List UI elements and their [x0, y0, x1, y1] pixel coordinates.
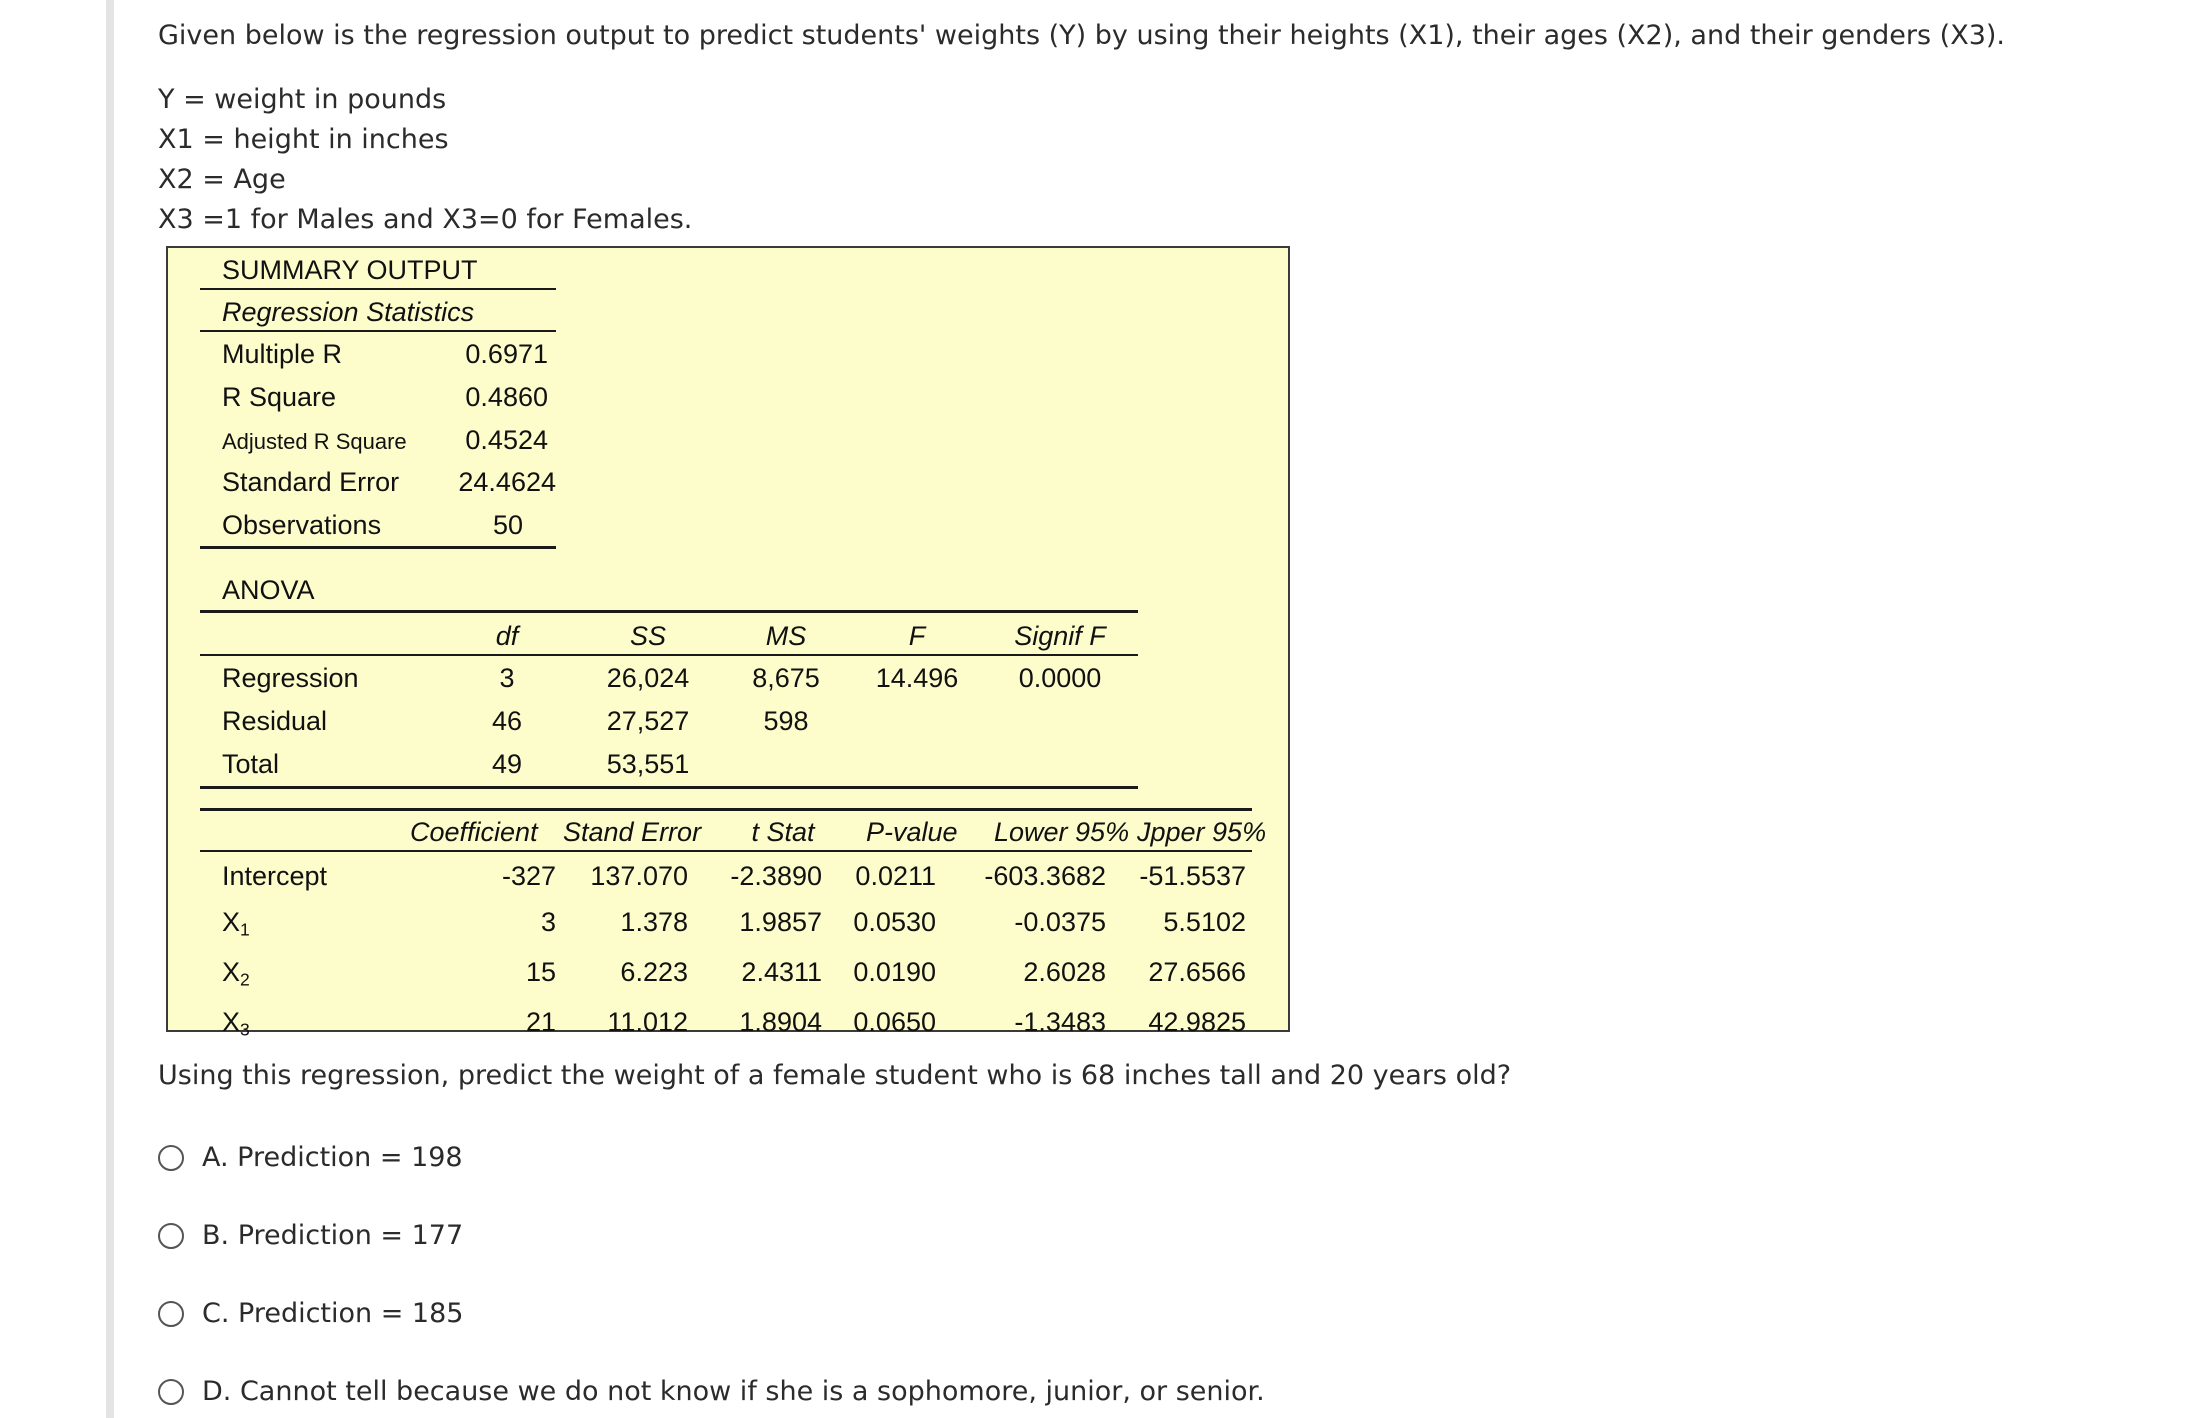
option-label: D. Cannot tell because we do not know if she is a sophomore, junior, or senior.	[202, 1376, 1265, 1407]
coef-row-label	[222, 906, 250, 945]
rule	[200, 786, 1138, 789]
coef-cell: 2.4311	[741, 957, 822, 987]
rule	[200, 654, 1138, 656]
option-c[interactable]	[158, 1298, 463, 1329]
anova-cell: 598	[763, 706, 809, 736]
radio-button[interactable]	[158, 1145, 184, 1171]
coef-header-lower-95: Lower 95%	[994, 817, 1130, 847]
stat-value: 0.6971	[465, 339, 548, 369]
coef-cell: 1.378	[620, 907, 688, 937]
anova-header-df: df	[495, 621, 519, 651]
coef-header-t-stat: t Stat	[751, 817, 815, 847]
anova-header-f: F	[908, 621, 926, 651]
coef-row-variable: X	[222, 957, 241, 987]
anova-cell: 8,675	[752, 663, 820, 693]
coef-cell: 137.070	[590, 861, 688, 891]
coef-cell: -51.5537	[1139, 861, 1246, 891]
anova-cell: 27,527	[606, 706, 690, 736]
coef-row-variable: X	[222, 907, 241, 937]
coef-cell: 0.0650	[853, 1007, 936, 1037]
radio-button[interactable]	[158, 1301, 184, 1327]
rule	[200, 546, 556, 549]
coef-cell: 6.223	[620, 957, 688, 987]
regression-statistics-header: Regression Statistics	[222, 297, 475, 327]
coef-cell: -603.3682	[984, 861, 1106, 891]
coef-row-label	[222, 860, 327, 892]
anova-row-label: Regression	[222, 663, 359, 693]
option-label: C. Prediction = 185	[202, 1298, 464, 1329]
rule	[200, 850, 1252, 852]
rule	[200, 808, 1252, 811]
left-accent-bar	[106, 0, 114, 1418]
stat-label: Standard Error	[222, 467, 400, 497]
radio-button[interactable]	[158, 1379, 184, 1405]
option-label: B. Prediction = 177	[202, 1220, 464, 1251]
option-a[interactable]	[158, 1142, 463, 1173]
coef-cell: 0.0530	[853, 907, 936, 937]
coef-cell: 5.5102	[1163, 907, 1246, 937]
coef-cell: 21	[525, 1007, 556, 1037]
coef-row-subscript: 3	[240, 1019, 250, 1040]
coef-cell: 0.0190	[853, 957, 936, 987]
rule	[200, 610, 1138, 613]
rule	[200, 288, 556, 290]
anova-cell: 0.0000	[1018, 663, 1102, 693]
anova-header-ss: SS	[629, 621, 667, 651]
coef-row-variable: Intercept	[222, 861, 328, 891]
rule	[200, 330, 556, 332]
anova-row-label: Total	[222, 749, 280, 779]
coef-cell: 15	[525, 957, 556, 987]
coef-cell: 3	[540, 907, 556, 937]
coef-cell: -0.0375	[1014, 907, 1106, 937]
anova-cell: 26,024	[606, 663, 690, 693]
definition-y: Y = weight in pounds	[158, 84, 447, 115]
definition-x2: X2 = Age	[158, 164, 286, 195]
stat-value: 50	[492, 510, 524, 540]
coef-cell: 2.6028	[1023, 957, 1106, 987]
summary-title: SUMMARY OUTPUT	[222, 255, 478, 285]
coef-row-variable: X	[222, 1007, 241, 1037]
coef-cell: -2.3890	[730, 861, 822, 891]
option-b[interactable]	[158, 1220, 463, 1251]
anova-cell: 3	[499, 663, 515, 693]
coef-header-coefficient: Coefficient	[410, 817, 538, 847]
coef-row-subscript: 1	[240, 919, 250, 940]
coef-cell: 0.0211	[855, 861, 936, 891]
coef-cell: 1.9857	[739, 907, 822, 937]
question-text: Using this regression, predict the weight of a female student who is 68 inches tall and 20 years old?	[158, 1060, 1512, 1091]
stat-label: Observations	[222, 510, 382, 540]
anova-cell: 53,551	[606, 749, 690, 779]
stat-label: Adjusted R Square	[222, 429, 407, 454]
anova-cell: 49	[491, 749, 523, 779]
coef-cell: 11.012	[607, 1007, 688, 1037]
radio-button[interactable]	[158, 1223, 184, 1249]
anova-title: ANOVA	[222, 575, 315, 605]
coef-header-upper-95: Jpper 95%	[1137, 817, 1267, 847]
coef-header-p-value: P-value	[866, 817, 958, 847]
regression-output-table	[166, 246, 1290, 1040]
coef-cell: 27.6566	[1148, 957, 1246, 987]
anova-cell: 46	[491, 706, 523, 736]
anova-cell: 14.496	[875, 663, 959, 693]
stat-label: R Square	[222, 382, 337, 412]
option-d[interactable]	[158, 1376, 1265, 1407]
anova-header-signif-f: Signif F	[1014, 621, 1106, 651]
coef-row-subscript: 2	[240, 969, 250, 990]
stat-value: 0.4860	[465, 382, 548, 412]
stat-label: Multiple R	[222, 339, 343, 369]
question-intro: Given below is the regression output to predict students' weights (Y) by using their heights (X1), their ages (X2), and their genders (X3).	[158, 20, 2005, 51]
coef-cell: 42.9825	[1148, 1007, 1246, 1037]
coef-cell: -1.3483	[1014, 1007, 1106, 1037]
definition-x1: X1 = height in inches	[158, 124, 449, 155]
coef-cell: -327	[501, 861, 556, 891]
option-label: A. Prediction = 198	[202, 1142, 463, 1173]
coef-row-label	[222, 1006, 250, 1045]
coef-header-stand-error: Stand Error	[563, 817, 702, 847]
variable-definitions	[158, 80, 692, 240]
stat-value: 24.4624	[458, 467, 556, 497]
coef-cell: 1.8904	[739, 1007, 822, 1037]
anova-row-label: Residual	[222, 706, 328, 736]
anova-header-ms: MS	[765, 621, 807, 651]
coef-row-label	[222, 956, 250, 995]
definition-x3: X3 =1 for Males and X3=0 for Females.	[158, 204, 693, 235]
stat-value: 0.4524	[465, 425, 548, 455]
